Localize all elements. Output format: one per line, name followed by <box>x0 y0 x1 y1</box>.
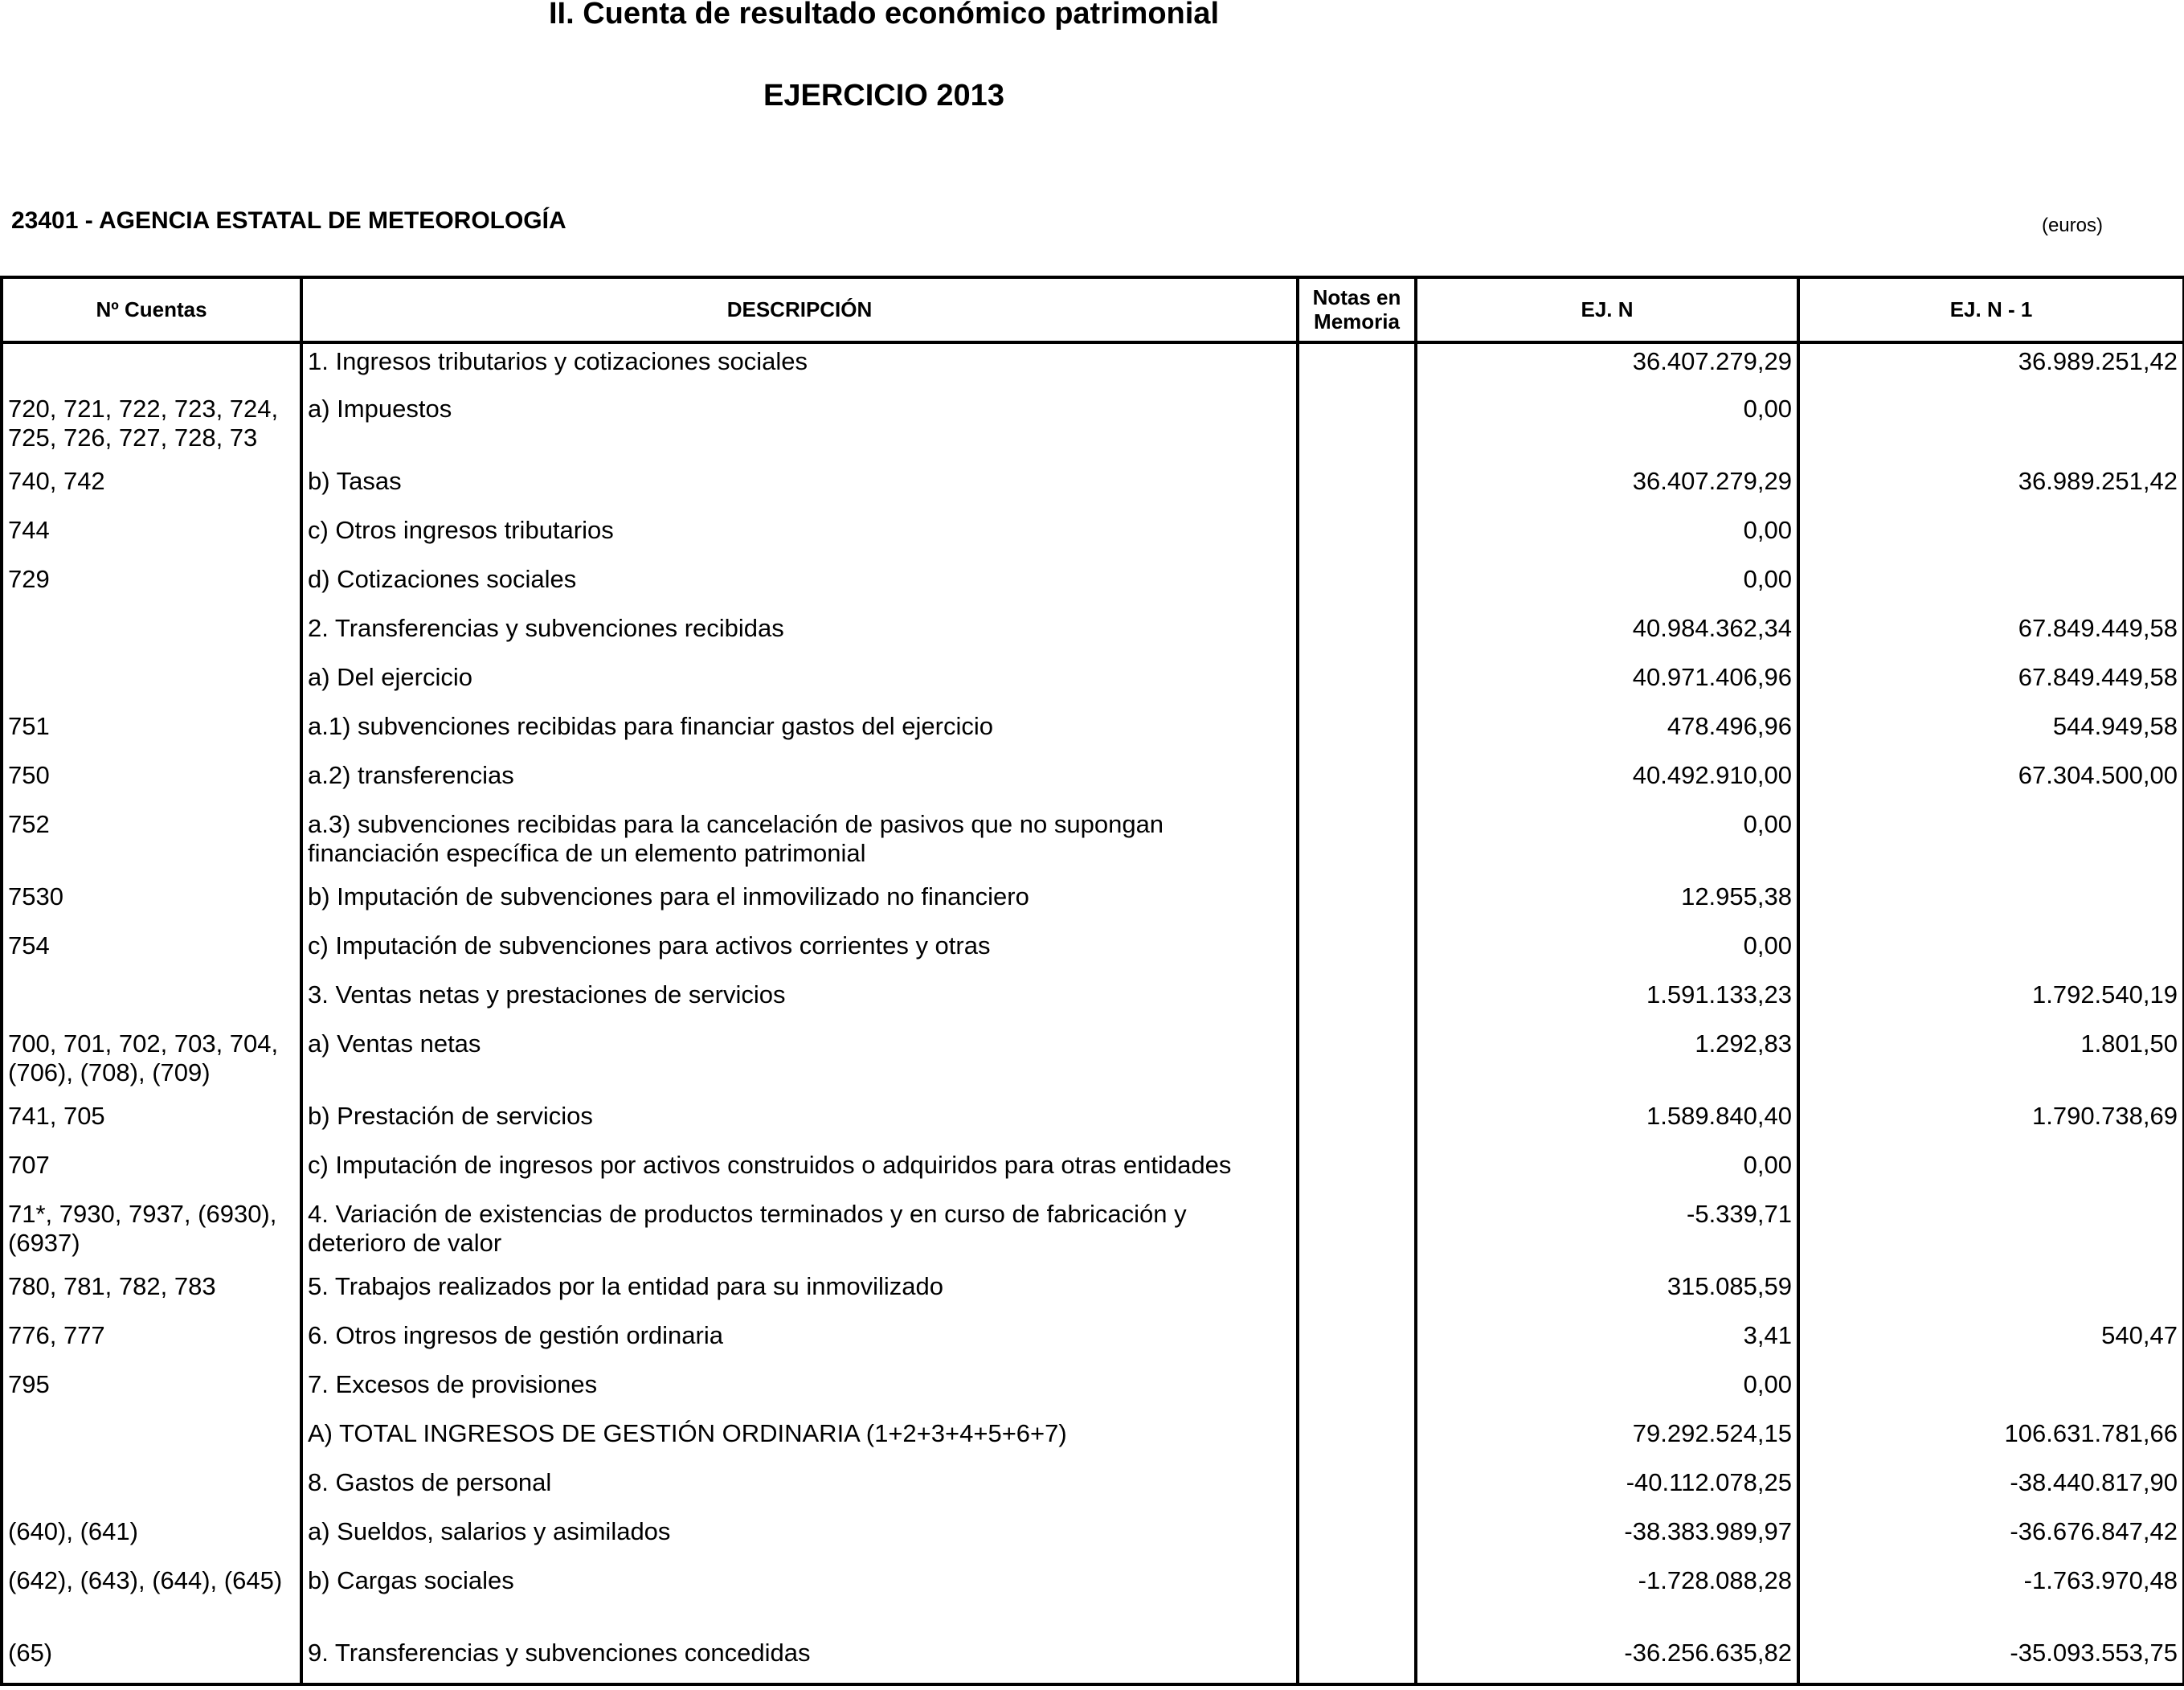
notes-cell <box>1298 928 1416 977</box>
table-row <box>2 391 2184 464</box>
accounts-cell: 752 <box>2 807 301 879</box>
accounts-cell <box>2 611 301 660</box>
accounts-cell: 740, 742 <box>2 464 301 513</box>
year-n1-cell <box>1798 391 2184 464</box>
accounts-cell <box>2 660 301 709</box>
accounts-cell: (642), (643), (644), (645) <box>2 1563 301 1635</box>
description-cell: A) TOTAL INGRESOS DE GESTIÓN ORDINARIA (1+2+3+4+5+6+7) <box>301 1416 1298 1465</box>
table-row <box>2 562 2184 611</box>
description-cell: a) Ventas netas <box>301 1026 1298 1099</box>
table-row <box>2 1148 2184 1197</box>
description-cell: 7. Excesos de provisiones <box>301 1367 1298 1416</box>
table-row <box>2 342 2184 391</box>
year-n1-cell <box>1798 1148 2184 1197</box>
notes-cell <box>1298 1563 1416 1635</box>
notes-cell <box>1298 611 1416 660</box>
year-n-cell: 12.955,38 <box>1416 879 1798 928</box>
year-n-cell: 0,00 <box>1416 562 1798 611</box>
year-n1-cell: 106.631.781,66 <box>1798 1416 2184 1465</box>
accounts-cell <box>2 1465 301 1514</box>
table-row <box>2 1563 2184 1635</box>
year-n1-cell: 67.304.500,00 <box>1798 758 2184 807</box>
year-n1-cell: 1.790.738,69 <box>1798 1099 2184 1148</box>
table-row <box>2 1465 2184 1514</box>
table-row <box>2 1318 2184 1367</box>
table-row <box>2 977 2184 1026</box>
notes-cell <box>1298 977 1416 1026</box>
year-n-cell: -5.339,71 <box>1416 1197 1798 1269</box>
description-cell: d) Cotizaciones sociales <box>301 562 1298 611</box>
accounts-cell: 744 <box>2 513 301 562</box>
accounts-cell: 795 <box>2 1367 301 1416</box>
units-label: (euros) <box>2041 215 2103 236</box>
table-row <box>2 709 2184 758</box>
notes-cell <box>1298 1514 1416 1563</box>
description-cell: c) Imputación de ingresos por activos construidos o adquiridos para otras entidades <box>301 1148 1298 1197</box>
description-cell: 2. Transferencias y subvenciones recibidas <box>301 611 1298 660</box>
year-n1-cell <box>1798 1367 2184 1416</box>
year-n-cell: 40.984.362,34 <box>1416 611 1798 660</box>
year-n1-cell <box>1798 928 2184 977</box>
table-row <box>2 758 2184 807</box>
year-n1-cell <box>1798 562 2184 611</box>
year-n1-cell: -35.093.553,75 <box>1798 1635 2184 1684</box>
year-n1-cell <box>1798 1197 2184 1269</box>
description-cell: a) Sueldos, salarios y asimilados <box>301 1514 1298 1563</box>
accounts-cell: 751 <box>2 709 301 758</box>
column-header-year-n1: EJ. N - 1 <box>1798 277 2184 342</box>
table-header-row <box>2 277 2184 342</box>
table-row <box>2 1026 2184 1099</box>
notes-cell <box>1298 391 1416 464</box>
description-cell: c) Imputación de subvenciones para activos corrientes y otras <box>301 928 1298 977</box>
table-row <box>2 807 2184 879</box>
year-n1-cell: 544.949,58 <box>1798 709 2184 758</box>
year-n1-cell: 1.801,50 <box>1798 1026 2184 1099</box>
table-row <box>2 513 2184 562</box>
year-n1-cell: 67.849.449,58 <box>1798 611 2184 660</box>
accounts-cell: 71*, 7930, 7937, (6930), (6937) <box>2 1197 301 1269</box>
description-cell: a.1) subvenciones recibidas para financiar gastos del ejercicio <box>301 709 1298 758</box>
table-row <box>2 1514 2184 1563</box>
notes-cell <box>1298 660 1416 709</box>
year-n1-cell: -36.676.847,42 <box>1798 1514 2184 1563</box>
description-cell: 5. Trabajos realizados por la entidad para su inmovilizado <box>301 1269 1298 1318</box>
year-n1-cell: -38.440.817,90 <box>1798 1465 2184 1514</box>
year-n-cell: 1.589.840,40 <box>1416 1099 1798 1148</box>
description-cell: b) Prestación de servicios <box>301 1099 1298 1148</box>
report-title: II. Cuenta de resultado económico patrimonial <box>548 0 1220 31</box>
year-n1-cell: 36.989.251,42 <box>1798 464 2184 513</box>
notes-cell <box>1298 1099 1416 1148</box>
description-cell: a.3) subvenciones recibidas para la cancelación de pasivos que no supongan financiación específica de un elemento patrimonial <box>301 807 1298 879</box>
column-header-accounts: Nº Cuentas <box>2 277 301 342</box>
table-row <box>2 928 2184 977</box>
description-cell: 9. Transferencias y subvenciones concedidas <box>301 1635 1298 1684</box>
year-n-cell: 0,00 <box>1416 1148 1798 1197</box>
year-n-cell: 36.407.279,29 <box>1416 342 1798 391</box>
year-n-cell: 79.292.524,15 <box>1416 1416 1798 1465</box>
notes-cell <box>1298 513 1416 562</box>
description-cell: 4. Variación de existencias de productos terminados y en curso de fabricación y deterioro de valor <box>301 1197 1298 1269</box>
table-row <box>2 1416 2184 1465</box>
accounts-cell: (640), (641) <box>2 1514 301 1563</box>
accounts-cell: (65) <box>2 1635 301 1684</box>
notes-cell <box>1298 1367 1416 1416</box>
year-n1-cell <box>1798 879 2184 928</box>
year-n-cell: 0,00 <box>1416 391 1798 464</box>
entity-name: 23401 - AGENCIA ESTATAL DE METEOROLOGÍA <box>11 207 566 234</box>
notes-cell <box>1298 1635 1416 1684</box>
results-table <box>0 276 2184 1686</box>
year-n-cell: -38.383.989,97 <box>1416 1514 1798 1563</box>
accounts-cell: 780, 781, 782, 783 <box>2 1269 301 1318</box>
accounts-cell: 750 <box>2 758 301 807</box>
year-n-cell: -40.112.078,25 <box>1416 1465 1798 1514</box>
year-n-cell: 3,41 <box>1416 1318 1798 1367</box>
table-row <box>2 1197 2184 1269</box>
table-row <box>2 1635 2184 1684</box>
notes-cell <box>1298 562 1416 611</box>
year-n-cell: 0,00 <box>1416 807 1798 879</box>
year-n-cell: -36.256.635,82 <box>1416 1635 1798 1684</box>
description-cell: b) Tasas <box>301 464 1298 513</box>
column-header-notes: Notas en Memoria <box>1298 277 1416 342</box>
accounts-cell: 729 <box>2 562 301 611</box>
description-cell: a.2) transferencias <box>301 758 1298 807</box>
description-cell: b) Cargas sociales <box>301 1563 1298 1635</box>
year-n-cell: 40.492.910,00 <box>1416 758 1798 807</box>
description-cell: 3. Ventas netas y prestaciones de servicios <box>301 977 1298 1026</box>
notes-cell <box>1298 758 1416 807</box>
description-cell: c) Otros ingresos tributarios <box>301 513 1298 562</box>
accounts-cell: 776, 777 <box>2 1318 301 1367</box>
notes-cell <box>1298 1318 1416 1367</box>
description-cell: 8. Gastos de personal <box>301 1465 1298 1514</box>
accounts-cell: 707 <box>2 1148 301 1197</box>
accounts-cell: 741, 705 <box>2 1099 301 1148</box>
notes-cell <box>1298 1197 1416 1269</box>
year-n1-cell <box>1798 807 2184 879</box>
year-n1-cell: 36.989.251,42 <box>1798 342 2184 391</box>
accounts-cell: 754 <box>2 928 301 977</box>
notes-cell <box>1298 1269 1416 1318</box>
notes-cell <box>1298 464 1416 513</box>
year-n-cell: 36.407.279,29 <box>1416 464 1798 513</box>
table-row <box>2 464 2184 513</box>
year-n1-cell <box>1798 513 2184 562</box>
accounts-cell: 7530 <box>2 879 301 928</box>
year-n1-cell: 1.792.540,19 <box>1798 977 2184 1026</box>
table-row <box>2 660 2184 709</box>
year-n-cell: 40.971.406,96 <box>1416 660 1798 709</box>
notes-cell <box>1298 709 1416 758</box>
description-cell: 1. Ingresos tributarios y cotizaciones sociales <box>301 342 1298 391</box>
accounts-cell <box>2 342 301 391</box>
table-row <box>2 1099 2184 1148</box>
exercise-title: EJERCICIO 2013 <box>763 79 1004 113</box>
table-row <box>2 879 2184 928</box>
year-n-cell: -1.728.088,28 <box>1416 1563 1798 1635</box>
table-row <box>2 1367 2184 1416</box>
accounts-cell: 700, 701, 702, 703, 704, (706), (708), (709) <box>2 1026 301 1099</box>
accounts-cell: 720, 721, 722, 723, 724, 725, 726, 727, 728, 73 <box>2 391 301 464</box>
accounts-cell <box>2 977 301 1026</box>
year-n-cell: 0,00 <box>1416 928 1798 977</box>
notes-cell <box>1298 1026 1416 1099</box>
year-n-cell: 1.591.133,23 <box>1416 977 1798 1026</box>
column-header-description: DESCRIPCIÓN <box>301 277 1298 342</box>
year-n1-cell: 540,47 <box>1798 1318 2184 1367</box>
year-n1-cell: 67.849.449,58 <box>1798 660 2184 709</box>
notes-cell <box>1298 879 1416 928</box>
table-row <box>2 1269 2184 1318</box>
description-cell: 6. Otros ingresos de gestión ordinaria <box>301 1318 1298 1367</box>
year-n-cell: 315.085,59 <box>1416 1269 1798 1318</box>
year-n-cell: 0,00 <box>1416 1367 1798 1416</box>
description-cell: b) Imputación de subvenciones para el inmovilizado no financiero <box>301 879 1298 928</box>
notes-cell <box>1298 342 1416 391</box>
column-header-year-n: EJ. N <box>1416 277 1798 342</box>
year-n-cell: 0,00 <box>1416 513 1798 562</box>
year-n1-cell <box>1798 1269 2184 1318</box>
notes-cell <box>1298 1465 1416 1514</box>
year-n-cell: 1.292,83 <box>1416 1026 1798 1099</box>
table-row <box>2 611 2184 660</box>
notes-cell <box>1298 807 1416 879</box>
year-n-cell: 478.496,96 <box>1416 709 1798 758</box>
description-cell: a) Del ejercicio <box>301 660 1298 709</box>
notes-cell <box>1298 1416 1416 1465</box>
description-cell: a) Impuestos <box>301 391 1298 464</box>
notes-cell <box>1298 1148 1416 1197</box>
accounts-cell <box>2 1416 301 1465</box>
year-n1-cell: -1.763.970,48 <box>1798 1563 2184 1635</box>
